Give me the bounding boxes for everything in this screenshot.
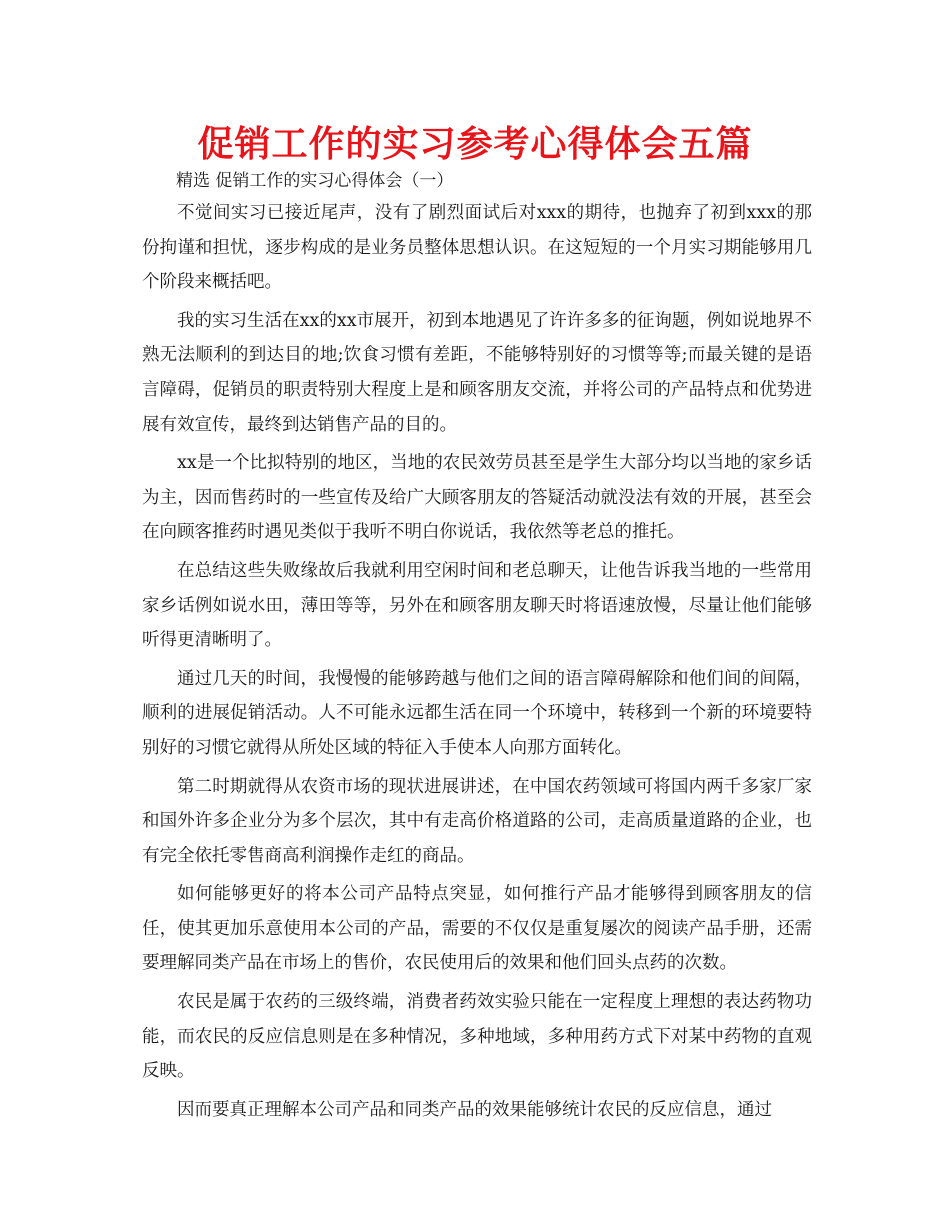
paragraph: 因而要真正理解本公司产品和同类产品的效果能够统计农民的反应信息，通过	[177, 1099, 772, 1120]
document-body	[142, 196, 812, 1131]
paragraph: xx是一个比拟特别的地区，当地的农民效劳员甚至是学生大部分均以当地的家乡话为主，因而售药时的一些宣传及给广大顾客朋友的答疑活动就没法有效的开展，甚至会在向顾客推药时遇见类似于我听不明白你说话，我依然等老总的推托。	[142, 453, 812, 543]
document-title: 促销工作的实习参考心得体会五篇	[197, 124, 753, 165]
paragraph: 第二时期就得从农资市场的现状进展讲述，在中国农药领域可将国内两千多家厂家和国外许多企业分为多个层次，其中有走高价格道路的公司，走高质量道路的企业，也有完全依托零售商高利润操作走红的商品。	[142, 776, 812, 866]
paragraph: 农民是属于农药的三级终端，消费者药效实验只能在一定程度上理想的表达药物功能，而农民的反应信息则是在多种情况，多种地域，多种用药方式下对某中药物的直观反映。	[142, 992, 812, 1082]
paragraph: 我的实习生活在xx的xx市展开，初到本地遇见了许许多多的征询题，例如说地界不熟无法顺利的到达目的地;饮食习惯有差距，不能够特别好的习惯等等;而最关键的是语言障碍，促销员的职责特别大程度上是和顾客朋友交流，并将公司的产品特点和优势进展有效宣传，最终到达销售产品的目的。	[142, 310, 812, 435]
paragraph: 通过几天的时间，我慢慢的能够跨越与他们之间的语言障碍解除和他们间的间隔，顺利的进展促销活动。人不可能永远都生活在同一个环境中，转移到一个新的环境要特别好的习惯它就得从所处区域的特征入手使本人向那方面转化。	[142, 668, 812, 758]
document-subtitle: 精选 促销工作的实习心得体会（一）	[176, 171, 454, 191]
paragraph: 在总结这些失败缘故后我就利用空闲时间和老总聊天，让他告诉我当地的一些常用家乡话例如说水田，薄田等等，另外在和顾客朋友聊天时将语速放慢，尽量让他们能够听得更清晰明了。	[142, 560, 812, 651]
paragraph: 如何能够更好的将本公司产品特点突显，如何推行产品才能够得到顾客朋友的信任，使其更加乐意使用本公司的产品，需要的不仅仅是重复屡次的阅读产品手册，还需要理解同类产品在市场上的售价，农民使用后的效果和他们回头点药的次数。	[142, 884, 812, 974]
paragraph: 不觉间实习已接近尾声，没有了剧烈面试后对xxx的期待，也抛弃了初到xxx的那份拘谨和担忧，逐步构成的是业务员整体思想认识。在这短短的一个月实习期能够用几个阶段来概括吧。	[142, 203, 812, 293]
